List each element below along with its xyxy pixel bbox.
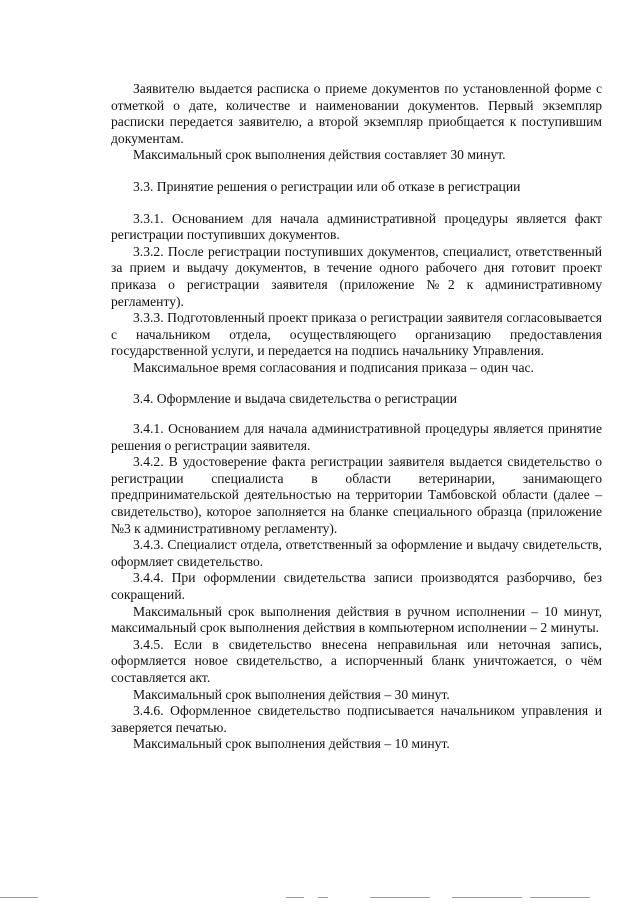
section-heading-3-3: 3.3. Принятие решения о регистрации или об отказе в регистрации (133, 178, 521, 194)
paragraph-3-4-6: 3.4.6. Оформленное свидетельство подписывается начальником управления и заверяется печатью. (111, 703, 602, 735)
paragraph-receipt: Заявителю выдается расписка о приеме документов по установленной форме с отметкой о дате, количестве и наименовании документов. Первый экземпляр расписки передается заявителю, а второй экземпляр приобщается к поступившим документам. (111, 81, 602, 146)
paragraph-3-4-3: 3.4.3. Специалист отдела, ответственный за оформление и выдачу свидетельств, оформляет свидетельство. (111, 537, 602, 569)
paragraph-3-3-time: Максимальное время согласования и подписания приказа – один час. (133, 359, 534, 375)
paragraph-3-4-4: 3.4.4. При оформлении свидетельства записи производятся разборчиво, без сокращений. (111, 570, 602, 603)
paragraph-3-3-3: 3.3.3. Подготовленный проект приказа о регистрации заявителя согласовывается с начальником отдела, осуществляющего организацию предоставления государственной услуги, и передается на подпись начальнику Управления. (111, 310, 602, 359)
paragraph-receipt-time: Максимальный срок выполнения действия составляет 30 минут. (133, 147, 506, 163)
scan-artifact-line (0, 897, 640, 901)
paragraph-3-4-5: 3.4.5. Если в свидетельство внесена неправильная или неточная запись, оформляется новое свидетельство, а испорченный бланк уничтожается, о чём составляется акт. (111, 636, 602, 685)
document-body (111, 81, 602, 753)
paragraph-3-4-2: 3.4.2. В удостоверение факта регистрации заявителя выдается свидетельство о регистрации специалиста в области ветеринарии, занимающего предпринимательской деятельностью на территории Тамбовской области (далее – свидетельство), которое заполняется на бланке специального образца (приложение №3 к административному регламенту). (111, 454, 602, 536)
paragraph-3-4-6-time: Максимальный срок выполнения действия – 10 минут. (133, 736, 450, 752)
paragraph-3-4-5-time: Максимальный срок выполнения действия – 30 минут. (133, 686, 450, 702)
paragraph-3-4-4-time: Максимальный срок выполнения действия в ручном исполнении – 10 минут, максимальный срок выполнения действия в компьютерном исполнении – 2 минуты. (111, 603, 602, 636)
paragraph-3-3-2: 3.3.2. После регистрации поступивших документов, специалист, ответственный за прием и выдачу документов, в течение одного рабочего дня готовит проект приказа о регистрации заявителя (приложение №2 к административному регламенту). (111, 243, 602, 309)
paragraph-3-3-1: 3.3.1. Основанием для начала административной процедуры является факт регистрации поступивших документов. (111, 210, 602, 243)
section-heading-3-4: 3.4. Оформление и выдача свидетельства о регистрации (133, 390, 458, 406)
paragraph-3-4-1: 3.4.1. Основанием для начала административной процедуры является принятие решения о регистрации заявителя. (111, 421, 602, 453)
